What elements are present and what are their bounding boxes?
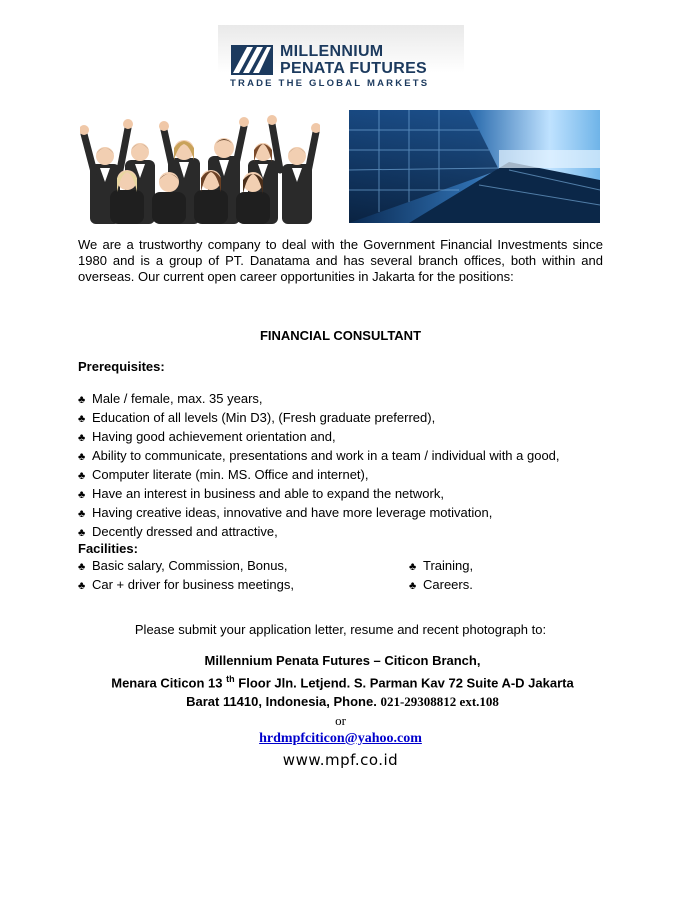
prerequisites-list <box>78 390 560 542</box>
club-bullet-icon: ♣ <box>78 489 86 501</box>
club-bullet-icon: ♣ <box>409 561 417 573</box>
or-separator: or <box>335 713 346 728</box>
list-item: ♣ Training, <box>409 557 473 576</box>
facilities-heading: Facilities: <box>78 541 138 556</box>
club-bullet-icon: ♣ <box>78 561 86 573</box>
facilities-list-left <box>78 557 294 595</box>
club-bullet-icon: ♣ <box>78 580 86 592</box>
office-address <box>90 651 595 711</box>
list-item: ♣ Car + driver for business meetings, <box>78 576 294 595</box>
list-item: ♣ Having creative ideas, innovative and have more leverage motivation, <box>78 504 560 523</box>
club-bullet-icon: ♣ <box>78 451 86 463</box>
phone-number: 021-29308812 ext.108 <box>380 694 499 710</box>
prerequisites-heading: Prerequisites: <box>78 359 165 374</box>
submit-instructions: Please submit your application letter, resume and recent photograph to: <box>134 622 547 637</box>
facilities-list-right <box>409 557 473 595</box>
team-photo <box>80 112 320 224</box>
office-building-photo <box>349 110 600 223</box>
company-logo <box>218 25 464 93</box>
logo-name-line1: MILLENNIUM <box>280 43 384 60</box>
list-item: ♣ Education of all levels (Min D3), (Fresh graduate preferred), <box>78 409 560 428</box>
club-bullet-icon: ♣ <box>78 413 86 425</box>
list-item: ♣ Have an interest in business and able to expand the network, <box>78 485 560 504</box>
list-item: ♣ Decently dressed and attractive, <box>78 523 560 542</box>
intro-paragraph: We are a trustworthy company to deal with the Government Financial Investments since 1980 and is a group of PT. Danatama and has several branch offices, both within and overseas. Our current open career opportunities in Jakarta for the positions: <box>78 237 603 284</box>
club-bullet-icon: ♣ <box>409 580 417 592</box>
list-item: ♣ Basic salary, Commission, Bonus, <box>78 557 294 576</box>
list-item: ♣ Ability to communicate, presentations and work in a team / individual with a good, <box>78 447 560 466</box>
address-line3: Barat 11410, Indonesia, Phone. 021-29308812 ext.108 <box>186 694 499 710</box>
list-item: ♣ Careers. <box>409 576 473 595</box>
list-item: ♣ Male / female, max. 35 years, <box>78 390 560 409</box>
club-bullet-icon: ♣ <box>78 394 86 406</box>
logo-tagline: TRADE THE GLOBAL MARKETS <box>230 78 430 89</box>
address-line2: Menara Citicon 13 $^{th}$ Floor Jln. Letjend. S. Parman Kav 72 Suite A-D Jakarta <box>111 674 574 691</box>
club-bullet-icon: ♣ <box>78 508 86 520</box>
club-bullet-icon: ♣ <box>78 527 86 539</box>
list-item: ♣ Having good achievement orientation and, <box>78 428 560 447</box>
list-item: ♣ Computer literate (min. MS. Office and internet), <box>78 466 560 485</box>
job-title: FINANCIAL CONSULTANT <box>259 328 422 343</box>
club-bullet-icon: ♣ <box>78 432 86 444</box>
email-link[interactable]: hrdmpfciticon@yahoo.com <box>259 731 422 746</box>
club-bullet-icon: ♣ <box>78 470 86 482</box>
address-line1: Millennium Penata Futures – Citicon Branch, <box>204 653 481 668</box>
logo-name-line2: PENATA FUTURES <box>280 60 428 77</box>
logo-mark-icon <box>231 45 273 75</box>
website-url: www.mpf.co.id <box>282 751 399 769</box>
